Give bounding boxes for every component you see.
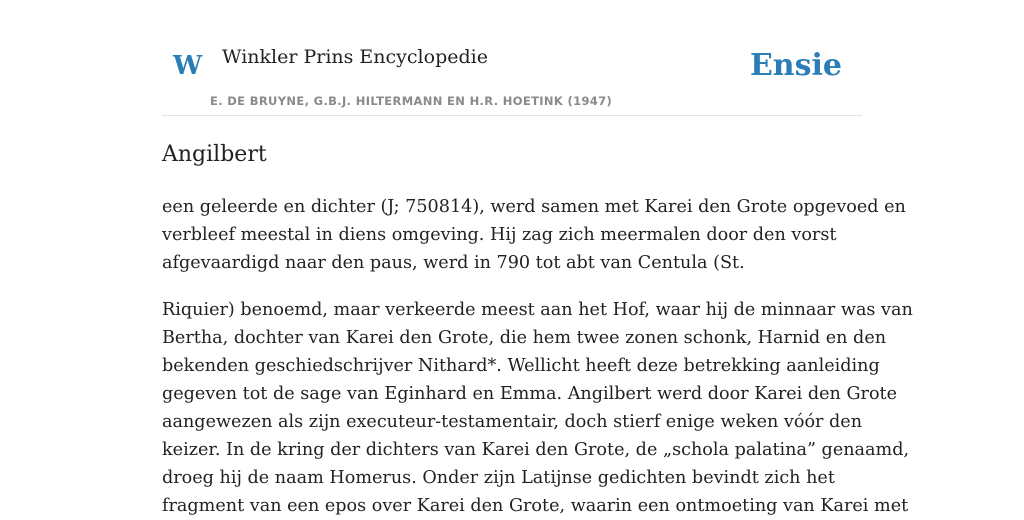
paragraph-line: afgevaardigd naar den paus, werd in 790 tot abt van Centula (St. — [162, 253, 745, 273]
paragraph-line: droeg hij de naam Homerus. Onder zijn Latijnse gedichten bevindt zich het — [162, 468, 835, 488]
page — [162, 0, 913, 520]
article-title: Angilbert — [162, 142, 267, 167]
header — [162, 0, 862, 116]
ensie-brand-logo[interactable]: Ensie — [749, 48, 842, 83]
article-paragraph-1 — [162, 193, 906, 277]
work-title-link[interactable]: Winkler Prins Encyclopedie — [222, 46, 488, 68]
encyclopedia-logo-icon[interactable]: W — [173, 51, 203, 81]
paragraph-line: Riquier) benoemd, maar verkeerde meest aan het Hof, waar hij de minnaar was van — [162, 300, 913, 320]
paragraph-line: gegeven tot de sage van Eginhard en Emma. Angilbert werd door Karei den Grote — [162, 384, 898, 404]
paragraph-line: aangewezen als zijn executeur-testamentair, doch stierf enige weken vóór den — [162, 412, 863, 432]
paragraph-line: verbleef meestal in diens omgeving. Hij zag zich meermalen door den vorst — [162, 225, 837, 245]
paragraph-line: keizer. In de kring der dichters van Karei den Grote, de „schola palatina” genaamd, — [162, 440, 910, 460]
paragraph-line: fragment van een epos over Karei den Grote, waarin een ontmoeting van Karei met — [162, 496, 909, 516]
article-paragraph-2 — [162, 296, 913, 520]
paragraph-line: een geleerde en dichter (J; 750814), werd samen met Karei den Grote opgevoed en — [162, 197, 906, 217]
paragraph-line: bekenden geschiedschrijver Nithard*. Wellicht heeft deze betrekking aanleiding — [162, 356, 880, 376]
authors-line: E. DE BRUYNE, G.B.J. HILTERMANN EN H.R. HOETINK (1947) — [210, 94, 613, 108]
paragraph-line: Bertha, dochter van Karei den Grote, die hem twee zonen schonk, Harnid en den — [162, 328, 887, 348]
